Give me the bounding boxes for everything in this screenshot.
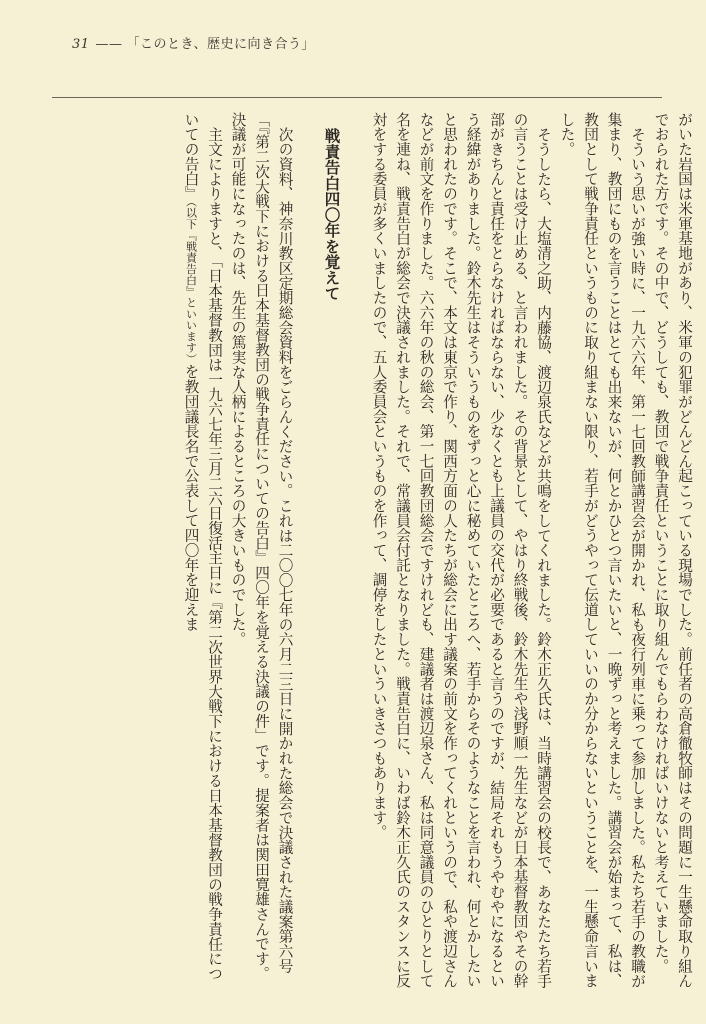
paragraph-3: そうしたら、大塩清之助、内藤協、渡辺泉氏などが共鳴をしてくれました。鈴木正久氏は、当時講習会の校長で、あなたたち若手の言うことは受け止める、と言われました。その背景として、やはり終戦後、鈴木先生や浅野順一先生などが日本基督教団やその幹部がきちんと責任をとらなければならない、少なくとも上議員の交代が必要であると言うのですが、結局それもうやむやになるという経緯がありました。鈴木先生はそういうものをずっと心に秘めていたところへ、若手からそのようなことを言われ、何とかしたいと思われたのです。そこで、本文は東京で作り、関西方面の人たちが総会に出す議案の前文を作ってくれというので、私や渡辺さんなどが前文を作りました。六六年の秋の総会、第一七回教団総会ですけれども、建議者は渡辺泉さん、私は同意議員のひとりとして名を連ね、戦責告白が総会で決議されました。それで、常議員会付託となりました。戦責告白に、いわば鈴木正久氏のスタンスに反対をする委員が多くいましたので、五人委員会というものを作って、調停をしたといういきさつもあります。 [370, 112, 552, 989]
page-number: 31 [72, 37, 90, 52]
header-dash: —— [95, 37, 123, 52]
section-heading: 戦責告白四〇年を覚えて [322, 127, 342, 301]
running-title: 「このとき、歴史に向き合う」 [126, 37, 316, 52]
running-header [72, 33, 315, 52]
paragraph-1: がいた岩国は米軍基地があり、米軍の犯罪がどんどん起こっている現場でした。前任者の高倉徹牧師はその問題に一生懸命取り組んでおられた方です。その中で、どうしても、教団で戦争責任ということに取り組んでもらわなければいけないと考えていました。 [652, 112, 693, 989]
paragraph-2: そういう思いが強い時に、一九六六年、第一七回教師講習会が開かれ、私も夜行列車に乗って参加しました。私たち若手の教職が集まり、教団にものを言うことはとても出来ないが、何とかひとつ言いたいと、一晩ずっと考えました。講習会が始まって、私は、教団として戦争責任というものに取り組まない限り、若手がどうやって伝道していいのか分からないということを、一生懸命言いました。 [558, 112, 646, 989]
header-rule [52, 97, 662, 98]
paragraph-5 [179, 112, 226, 992]
paragraph-5-note: （以下『戦責告白』といいます） [184, 201, 198, 365]
paragraph-5-part-1: 主文によりますと、「日本基督教団は一九六七年三月二六日復活主日に『第二次世界大戦下における日本基督教団の戦争責任についての告白』 [182, 112, 223, 981]
paragraph-5-part-2: を教団議長名で公表して四〇年を迎えま [182, 364, 200, 632]
vertical-text-body [56, 112, 696, 992]
paragraph-4: 次の資料、神奈川教区定期総会資料をごらんください。これは二〇〇七年の六月二三日に開かれた総会で決議された議案第六号「『第二次大戦下における日本基督教団の戦争責任についての告白』四〇年を覚える決議の件」です。提案者は関田寛雄さんです。決議が可能になったのは、先生の篤実な人柄によるところの大きいものでした。 [229, 112, 294, 981]
